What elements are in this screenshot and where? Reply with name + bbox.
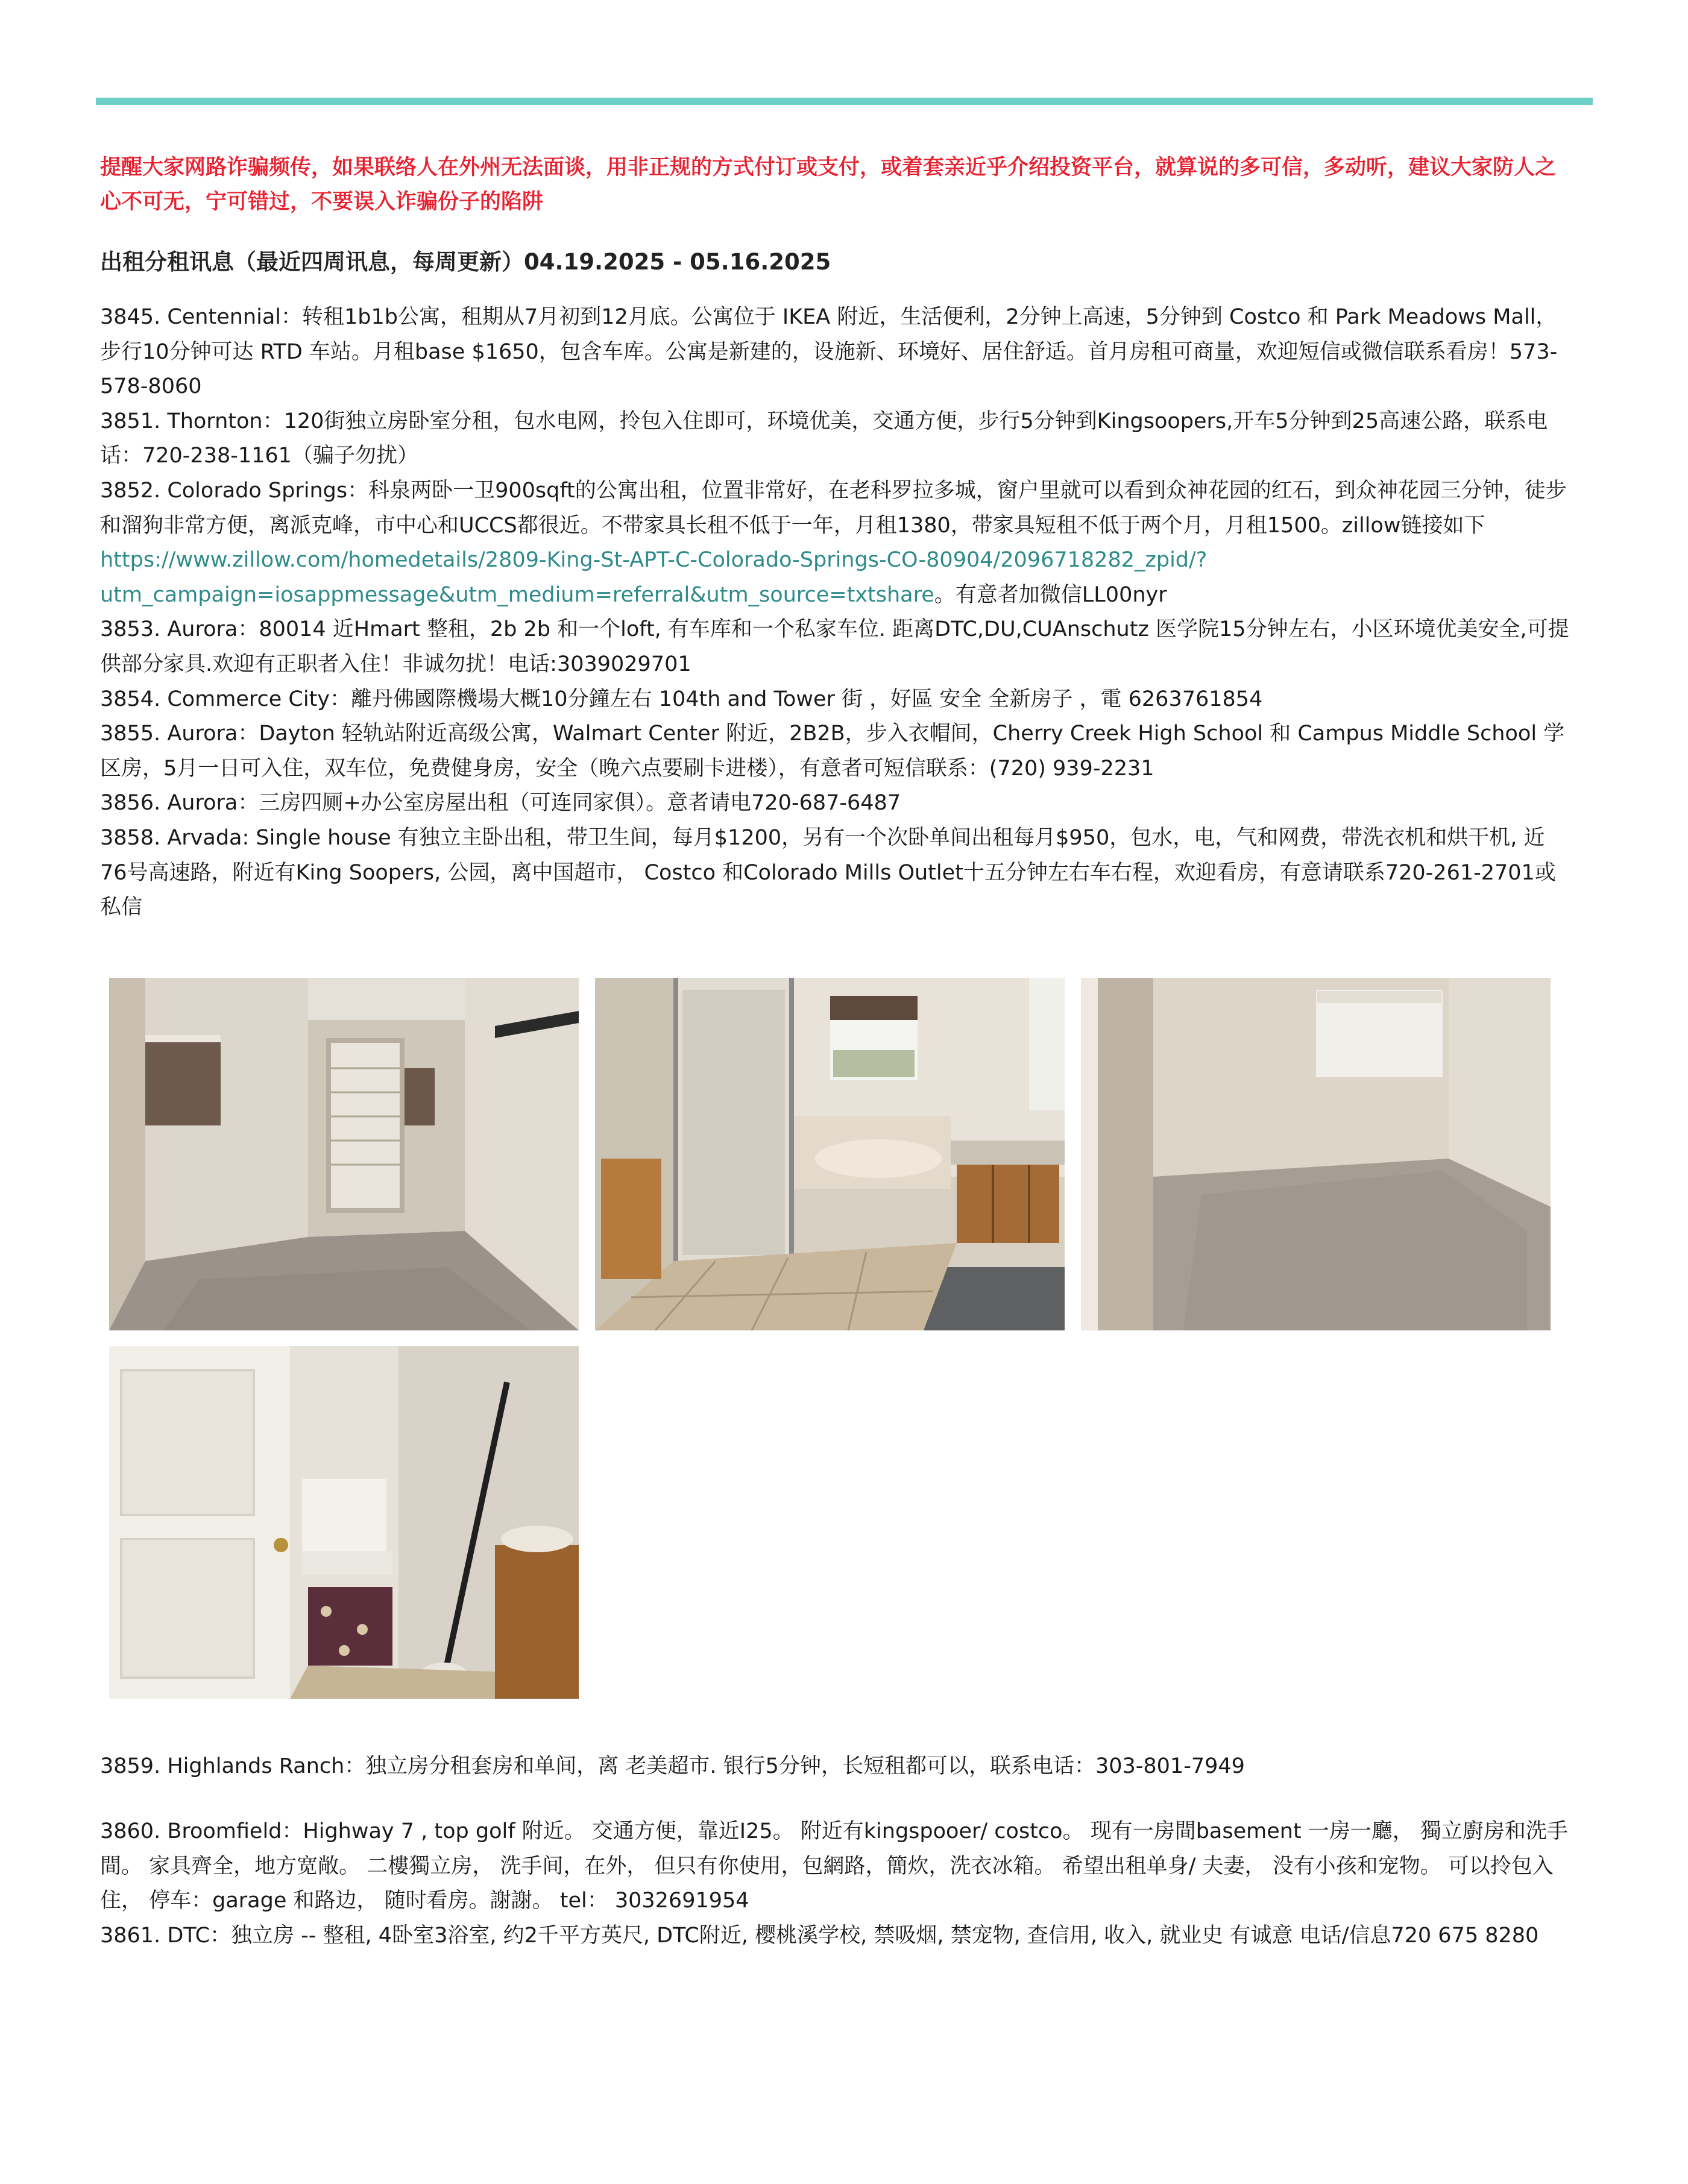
listing-3853: 3853. Aurora：80014 近Hmart 整租，2b 2b 和一个loft, 有车库和一个私家车位. 距离DTC,DU,CUAnschutz 医学院15分钟左右，小区环境优美安全,可提供部分家具.欢迎有正职者入住！非诚勿扰！电话:3039029701 <box>100 617 1569 676</box>
scam-warning: 提醒大家网路诈骗频传，如果联络人在外州无法面谈，用非正规的方式付订或支付，或着套亲近乎介绍投资平台，就算说的多可信，多动听，建议大家防人之心不可无，宁可错过，不要误入诈骗份子的陷阱 <box>100 156 1557 214</box>
top-accent-bar <box>96 98 1593 105</box>
photo-bedroom-closet <box>109 978 579 1330</box>
section-heading: 出租分租讯息（最近四周讯息，每周更新）04.19.2025 - 05.16.2025 <box>100 249 831 275</box>
listing-3852 <box>100 474 1571 612</box>
listings-block <box>100 300 1571 925</box>
listing-3858: 3858. Arvada: Single house 有独立主卧出租，带卫生间，每月$1200，另有一个次卧单间出租每月$950，包水，电，气和网费，带洗衣机和烘干机, 近76号高速路，附近有King Soopers, 公园，离中国超市， Costco 和Colorado Mills Outlet十五分钟左右车右程，欢迎看房，有意请联系720-261-2701或私信 <box>100 825 1556 920</box>
listing-3861: 3861. DTC：独立房 -- 整租, 4卧室3浴室, 约2千平方英尺, DTC附近, 樱桃溪学校, 禁吸烟, 禁宠物, 查信用, 收入, 就业史 有诚意 电话/信息720 675 8280 <box>100 1923 1539 1948</box>
listing-3860: 3860. Broomfield：Highway 7 , top golf 附近。 交通方便，靠近I25。 附近有kingspooer/ costco。 现有一房間basement 一房一廳， 獨立廚房和洗手間。 家具齊全，地方宽敞。 二樓獨立房， 洗手间，在外， 但只有你使用，包網路，簡炊，洗衣冰箱。 希望出租单身/ 夫妻， 没有小孩和宠物。 可以拎包入住， 停车：garage 和路边， 随时看房。謝謝。 tel： 3032691954 <box>100 1819 1568 1913</box>
photo-bathroom-doorway <box>109 1346 579 1699</box>
listing-3845: 3845. Centennial：转租1b1b公寓，租期从7月初到12月底。公寓位于 IKEA 附近，生活便利，2分钟上高速，5分钟到 Costco 和 Park Meadows Mall，步行10分钟可达 RTD 车站。月租base $1650，包含车库。公寓是新建的，设施新、环境好、居住舒适。首月房租可商量，欢迎短信或微信联系看房！573-578-8060 <box>100 305 1558 399</box>
listing-3851: 3851. Thornton：120街独立房卧室分租，包水电网，拎包入住即可，环境优美，交通方便，步行5分钟到Kingsoopers,开车5分钟到25高速公路，联系电话：720-238-1161（骗子勿扰） <box>100 409 1548 468</box>
listing-3855: 3855. Aurora：Dayton 轻轨站附近高级公寓，Walmart Center 附近，2B2B，步入衣帽间，Cherry Creek High School 和 Campus Middle School 学区房，5月一日可入住，双车位，免费健身房，安全（晚六点要刷卡进楼），有意者可短信联系：(720) 939-2231 <box>100 722 1565 781</box>
photo-empty-bedroom <box>1081 978 1551 1330</box>
listings-block-lower <box>100 1814 1571 1953</box>
zillow-link[interactable]: https://www.zillow.com/homedetails/2809-King-St-APT-C-Colorado-Springs-CO-80904/2096718282_zpid/?utm_campaign=iosappmessage&utm_medium=referral&utm_source=txtshare <box>100 548 1208 607</box>
listing-3856: 3856. Aurora：三房四厕+办公室房屋出租（可连同家俱）。意者请电720-687-6487 <box>100 791 901 816</box>
listing-3852-text: 3852. Colorado Springs：科泉两卧一卫900sqft的公寓出租，位置非常好，在老科罗拉多城，窗户里就可以看到众神花园的红石，到众神花园三分钟，徒步和溜狗非常方便，离派克峰，市中心和UCCS都很近。不带家具长租不低于一年，月租1380，带家具短租不低于两个月，月租1500。zillow链接如下 <box>100 478 1567 538</box>
listing-3854: 3854. Commerce City：離丹佛國際機場大概10分鐘左右 104th and Tower 街 ，好區 安全 全新房子 ，電 6263761854 <box>100 687 1263 711</box>
listing-3852-tail: 。有意者加微信LL00nyr <box>934 582 1167 607</box>
photo-bathroom-shower <box>595 978 1065 1330</box>
listing-3859: 3859. Highlands Ranch：独立房分租套房和单间，离 老美超市. 银行5分钟，长短租都可以，联系电话：303-801-7949 <box>100 1754 1245 1778</box>
